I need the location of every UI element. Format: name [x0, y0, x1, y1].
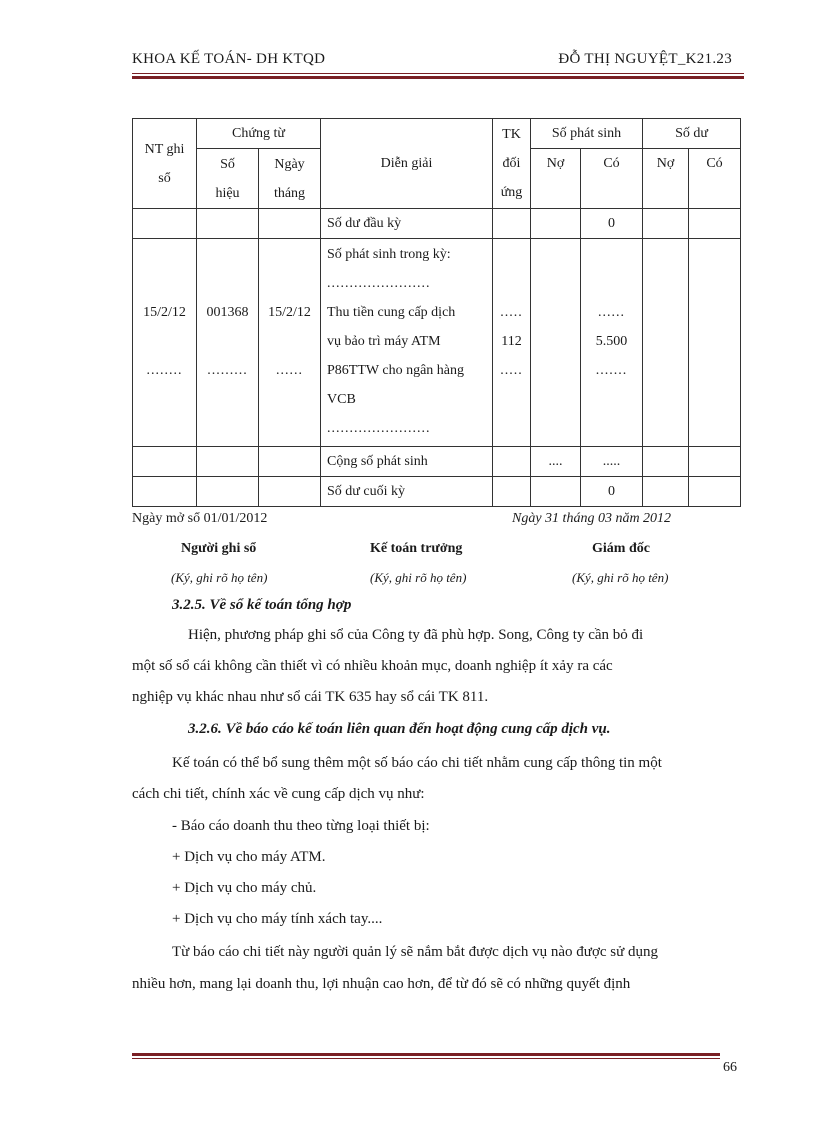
footer-rule-thin: [132, 1058, 720, 1059]
col-nt-ghi-so: NT ghi sổ: [133, 119, 197, 209]
para-325-line2: một số sổ cái không cần thiết vì có nhiều khoản mục, doanh nghiệp ít xảy ra các: [132, 658, 613, 674]
para-326-line1: Kế toán có thể bổ sung thêm một số báo cáo chi tiết nhằm cung cấp thông tin một: [172, 755, 662, 771]
col-psinh-co: Có: [581, 149, 643, 209]
para-325-line3: nghiệp vụ khác nhau như sổ cái TK 635 hay sổ cái TK 811.: [132, 689, 489, 705]
para-325-line1: Hiện, phương pháp ghi sổ của Công ty đã phù hợp. Song, Công ty cần bỏ đi: [188, 627, 644, 643]
header-rule-thin: [132, 73, 744, 74]
signature-title-chief-accountant: Kế toán trưởng: [370, 541, 463, 556]
col-du-no: Nợ: [643, 149, 689, 209]
heading-3-2-5: 3.2.5. Về sổ kế toán tổng hợp: [172, 597, 352, 613]
col-psinh-no: Nợ: [531, 149, 581, 209]
table-row-body: 15/2/12 ........ 001368 ......... 15/2/12 ...... Số phát sinh trong kỳ: ....................... Thu tiền cung cấp dịch vụ bảo trì máy ATM P86TTW cho ngân hàng VCB ....................... ..... 112 ..... ...... 5.500 .......: [133, 239, 741, 447]
table-row-opening: Số dư đầu kỳ 0: [133, 209, 741, 239]
open-date: Ngày mở sổ 01/01/2012: [132, 511, 268, 526]
col-so-du: Số dư: [643, 119, 741, 149]
para2-326-line2: nhiều hơn, mang lại doanh thu, lợi nhuận cao hơn, để từ đó sẽ có những quyết định: [132, 976, 631, 992]
list-item-atm: + Dịch vụ cho máy ATM.: [172, 849, 326, 865]
col-chung-tu: Chứng từ: [197, 119, 321, 149]
signature-note-recorder: (Ký, ghi rõ họ tên): [171, 570, 268, 585]
ledger-table: [132, 118, 741, 507]
para2-326-line1: Từ báo cáo chi tiết này người quản lý sẽ nắm bắt được dịch vụ nào được sử dụng: [172, 944, 658, 960]
signature-note-director: (Ký, ghi rõ họ tên): [572, 570, 669, 585]
heading-3-2-6: 3.2.6. Về báo cáo kế toán liên quan đến hoạt động cung cấp dịch vụ.: [188, 721, 611, 737]
list-item-laptop: + Dịch vụ cho máy tính xách tay....: [172, 911, 383, 927]
col-ngay-thang: Ngày tháng: [259, 149, 321, 209]
col-tk-doi-ung: TK đối ứng: [493, 119, 531, 209]
col-du-co: Có: [689, 149, 741, 209]
col-so-phat-sinh: Số phát sinh: [531, 119, 643, 149]
col-dien-giai: Diễn giải: [321, 119, 493, 209]
para-326-line2: cách chi tiết, chính xác về cung cấp dịch vụ như:: [132, 786, 425, 802]
header-right: ĐỖ THỊ NGUYỆT_K21.23: [558, 51, 732, 67]
signature-note-chief-accountant: (Ký, ghi rõ họ tên): [370, 570, 467, 585]
signature-title-director: Giám đốc: [592, 541, 650, 556]
header-left: KHOA KẾ TOÁN- DH KTQD: [132, 51, 326, 67]
footer-rule-thick: [132, 1053, 720, 1056]
header-rule-thick: [132, 76, 744, 79]
list-item-server: + Dịch vụ cho máy chủ.: [172, 880, 317, 896]
bullet-report-by-device: - Báo cáo doanh thu theo từng loại thiết bị:: [172, 818, 430, 834]
signature-title-recorder: Người ghi sổ: [181, 541, 257, 556]
table-row-total: Cộng số phát sinh .... .....: [133, 447, 741, 477]
table-row-closing: Số dư cuối kỳ 0: [133, 477, 741, 507]
sign-date: Ngày 31 tháng 03 năm 2012: [512, 511, 672, 526]
page-number: 66: [723, 1060, 737, 1075]
col-so-hieu: Số hiệu: [197, 149, 259, 209]
